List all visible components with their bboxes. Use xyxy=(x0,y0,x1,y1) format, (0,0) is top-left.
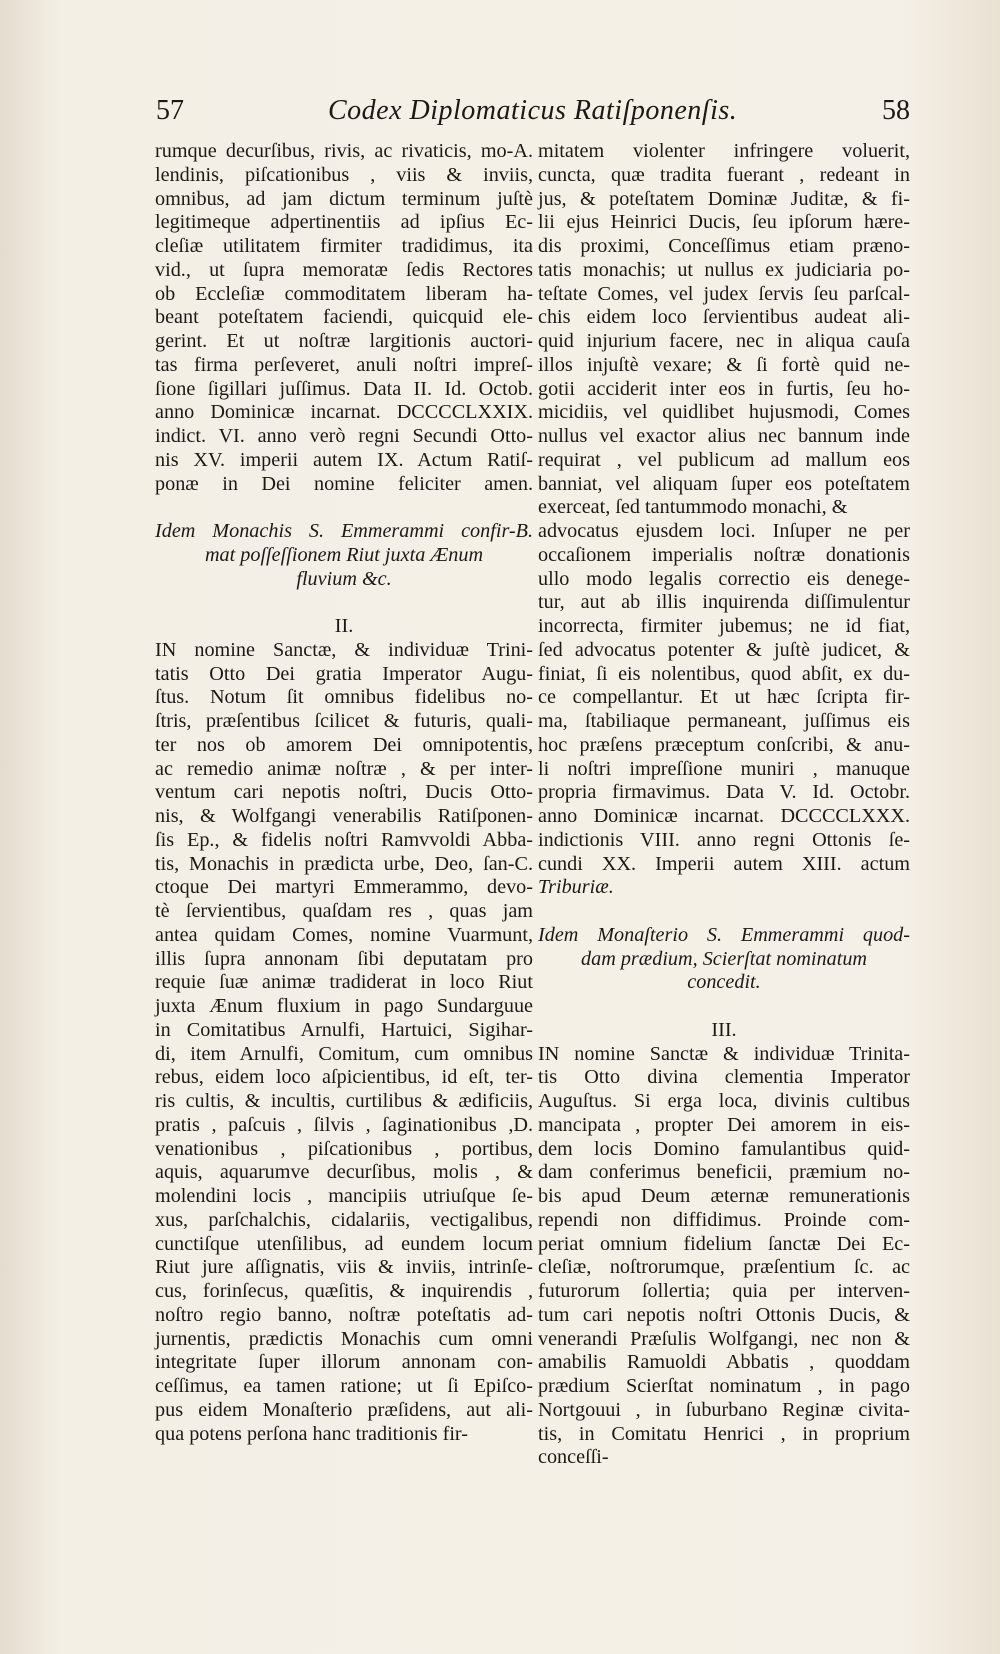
right-line: prædium Scierſtat nominatum , in pago xyxy=(538,1375,910,1397)
left-line: xus, parſchalchis, cidalariis, vectigalibus, xyxy=(155,1208,533,1231)
right-line: lii ejus Heinrici Ducis, ſeu ipſorum hære- xyxy=(538,211,910,234)
right-line: mancipata , propter Dei amorem in eis- xyxy=(538,1113,910,1136)
left-line: ſtris, præſentibus ſcilicet & futuris, quali- xyxy=(155,710,533,732)
page-number-right: 58 xyxy=(882,95,910,126)
left-line: in Comitatibus Arnulfi, Hartuici, Sigihar- xyxy=(155,1018,533,1041)
left-line: mat poſſeſſionem Riut juxta Ænum xyxy=(204,543,484,566)
left-line: noſtro regio banno, noſtræ poteſtatis ad- xyxy=(155,1303,533,1326)
left-line: integritate ſuper illorum annonam con- xyxy=(155,1351,533,1374)
left-line: molendini locis , mancipiis utriuſque ſe- xyxy=(155,1185,533,1207)
left-line xyxy=(155,591,533,615)
right-line: tum cari nepotis noſtri Ottonis Ducis, & xyxy=(538,1303,910,1326)
left-line: ſis Ep., & fidelis noſtri Ramvvoldi Abba- xyxy=(155,828,533,851)
right-line: cleſiæ, noſtrorumque, præſentium ſc. ac xyxy=(538,1256,910,1279)
right-line xyxy=(538,900,910,924)
right-line: ullo modo legalis correctio eis denege- xyxy=(538,567,910,590)
right-line: dam prædium, Scierſtat nominatum xyxy=(581,947,867,970)
left-line: lendinis, piſcationibus , viis & inviis, xyxy=(155,163,533,186)
left-line: omnibus, ad jam dictum terminum juſtè xyxy=(155,187,533,210)
right-line: quid injurium facere, nec in aliqua cauſa xyxy=(538,330,910,352)
right-line: rependi non diffidimus. Proinde com- xyxy=(538,1208,910,1231)
right-line: futurorum ſollertia; quia per interven- xyxy=(538,1280,910,1302)
right-line: jus, & poteſtatem Dominæ Juditæ, & fi- xyxy=(538,187,910,210)
right-line: finiat, ſi eis nolentibus, quod abſit, ex du- xyxy=(538,662,910,685)
right-line: tis, in Comitatu Henrici , in proprium xyxy=(538,1422,910,1445)
right-line: periat omnium fidelium ſanctæ Dei Ec- xyxy=(538,1232,910,1255)
right-line xyxy=(538,995,910,1019)
right-line: concedit. xyxy=(687,971,761,994)
right-line: Triburiæ. xyxy=(538,876,614,899)
left-line: ter nos ob amorem Dei omnipotentis, xyxy=(155,733,533,756)
left-line: Idem Monachis S. Emmerammi confir-B. xyxy=(155,520,533,542)
left-line: requie ſuæ animæ tradiderat in loco Riut xyxy=(155,971,533,994)
right-line: Auguſtus. Si erga loca, divinis cultibus xyxy=(538,1090,910,1112)
right-line: ſed advocatus potenter & juſtè judicet, & xyxy=(538,638,910,661)
right-line: nullus vel exactor alius nec bannum inde xyxy=(538,425,910,447)
left-line: antea quidam Comes, nomine Vuarmunt, xyxy=(155,923,533,946)
right-line: bis apud Deum æternæ remunerationis xyxy=(538,1185,910,1207)
right-line: tur, aut ab illis inquirenda diſſimulentur xyxy=(538,591,910,614)
right-line: IN nomine Sanctæ & individuæ Trinita- xyxy=(538,1042,910,1065)
left-line: anno Dominicæ incarnat. DCCCCLXXIX. xyxy=(155,401,533,424)
left-line: IN nomine Sanctæ, & individuæ Trini- xyxy=(155,638,533,661)
right-line: cundi XX. Imperii autem XIII. actum xyxy=(538,852,910,875)
right-line: ma, ſtabiliaque permaneant, juſſimus eis xyxy=(538,710,910,732)
right-line: advocatus ejusdem loci. Inſuper ne per xyxy=(538,520,910,542)
left-line: beant poteſtatem faciendi, quicquid ele- xyxy=(155,306,533,329)
right-column xyxy=(538,140,910,1470)
left-line: illis ſupra annonam ſibi deputatam pro xyxy=(155,947,533,970)
right-line: dis proximi, Conceſſimus etiam præno- xyxy=(538,235,910,257)
left-line: ctoque Dei martyri Emmerammo, devo- xyxy=(155,876,533,899)
running-title: Codex Diplomaticus Ratiſponenſis. xyxy=(328,95,738,126)
left-line: ſione ſigillari juſſimus. Data II. Id. Octob. xyxy=(155,377,533,400)
right-line: mitatem violenter infringere voluerit, xyxy=(538,140,910,162)
left-line: ris cultis, & incultis, curtilibus & ædificiis, xyxy=(155,1090,533,1112)
right-line: banniat, vel aliquam ſuper eos poteſtatem xyxy=(538,472,910,495)
left-line: juxta Ænum fluxium in pago Sundarguue xyxy=(155,995,533,1017)
left-line: ponæ in Dei nomine feliciter amen. xyxy=(155,472,533,495)
left-line: tas firma perſeveret, anuli noſtri impreſ- xyxy=(155,353,533,376)
right-line: dem locis Domino famulantibus quid- xyxy=(538,1137,910,1160)
page-number-left: 57 xyxy=(156,95,184,126)
right-line: ce compellantur. Et ut hæc ſcripta fir- xyxy=(538,686,910,709)
left-line xyxy=(155,496,533,520)
right-line: Idem Monaſterio S. Emmerammi quod- xyxy=(538,923,910,946)
left-line: tatis Otto Dei gratia Imperator Augu- xyxy=(155,662,533,685)
right-line: III. xyxy=(711,1018,737,1041)
right-line: gotii acciderit inter eos in furtis, ſeu ho- xyxy=(538,377,910,400)
right-line: amabilis Ramuoldi Abbatis , quoddam xyxy=(538,1351,910,1374)
left-line: nis, & Wolfgangi venerabilis Ratiſponen- xyxy=(155,805,533,827)
left-line: ac remedio animæ noſtræ , & per inter- xyxy=(155,757,533,780)
right-line: Nortgouui , in ſuburbano Reginæ civita- xyxy=(538,1398,910,1421)
left-line: jurnentis, prædictis Monachis cum omni xyxy=(155,1327,533,1350)
right-line: tis Otto divina clementia Imperator xyxy=(538,1066,910,1089)
left-line: vid., ut ſupra memoratæ ſedis Rectores xyxy=(155,258,533,281)
left-line: nis XV. imperii autem IX. Actum Ratiſ- xyxy=(155,448,533,471)
right-line: propria firmavimus. Data V. Id. Octobr. xyxy=(538,781,910,804)
left-line: cunctiſque utenſilibus, ad eundem locum xyxy=(155,1232,533,1255)
left-line: qua potens perſona hanc traditionis fir- xyxy=(155,1422,468,1445)
left-line: tis, Monachis in prædicta urbe, Deo, ſan-C. xyxy=(155,852,533,875)
right-line: venerandi Præſulis Wolfgangi, nec non & xyxy=(538,1327,910,1350)
right-line: hoc præſens præceptum conſcribi, & anu- xyxy=(538,733,910,756)
left-line: ob Eccleſiæ commoditatem liberam ha- xyxy=(155,282,533,305)
left-line: pratis , paſcuis , ſilvis , ſaginationibus ,D. xyxy=(155,1113,533,1136)
right-line: occaſionem imperialis noſtræ donationis xyxy=(538,543,910,566)
left-line: pus eidem Monaſterio præſidens, aut ali- xyxy=(155,1398,533,1421)
left-line: cus, forinſecus, quæſitis, & inquirendis , xyxy=(155,1280,533,1302)
left-line: aquis, aquarumve decurſibus, molis , & xyxy=(155,1161,533,1184)
right-line: anno Dominicæ incarnat. DCCCCLXXX. xyxy=(538,805,910,827)
right-line: cuncta, quæ tradita fuerant , redeant in xyxy=(538,163,910,186)
left-line: venationibus , piſcationibus , portibus, xyxy=(155,1137,533,1160)
left-line: Riut jure aſſignatis, viis & inviis, intrinſe- xyxy=(155,1256,533,1279)
right-line: incorrecta, firmiter jubemus; ne id fiat, xyxy=(538,615,910,637)
left-line: rumque decurſibus, rivis, ac rivaticis, mo-A. xyxy=(155,140,533,162)
left-line: ceſſimus, ea tamen ratione; ut ſi Epiſco- xyxy=(155,1375,533,1397)
left-line: ſtus. Notum ſit omnibus fidelibus no- xyxy=(155,686,533,709)
right-line: li noſtri impreſſione muniri , manuque xyxy=(538,757,910,780)
right-line: conceſſi- xyxy=(538,1446,609,1469)
right-line: exerceat, ſed tantummodo monachi, & xyxy=(538,496,848,519)
right-line: indictionis VIII. anno regni Ottonis ſe- xyxy=(538,828,910,851)
left-line: legitimeque adpertinentiis ad ipſius Ec- xyxy=(155,211,533,234)
right-line: chis eidem loco ſervientibus audeat ali- xyxy=(538,306,910,329)
left-line: di, item Arnulfi, Comitum, cum omnibus xyxy=(155,1042,533,1065)
left-line: gerint. Et ut noſtræ largitionis auctori- xyxy=(155,330,533,352)
left-line: II. xyxy=(334,615,354,637)
running-header xyxy=(148,95,910,135)
left-line: indict. VI. anno verò regni Secundi Otto- xyxy=(155,425,533,447)
left-line: fluvium &c. xyxy=(296,567,392,590)
right-line: requirat , vel publicum ad mallum eos xyxy=(538,448,910,471)
right-line: micidiis, vel quidlibet hujusmodi, Comes xyxy=(538,401,910,424)
left-line: rebus, eidem loco aſpicientibus, id eſt, ter- xyxy=(155,1066,533,1089)
right-line: tatis monachis; ut nullus ex judiciaria po- xyxy=(538,258,910,281)
left-line: tè ſervientibus, quaſdam res , quas jam xyxy=(155,900,533,922)
left-column xyxy=(155,140,533,1446)
right-line: illos injuſtè vexare; & ſi fortè quid ne- xyxy=(538,353,910,376)
left-line: ventum cari nepotis noſtri, Ducis Otto- xyxy=(155,781,533,804)
right-line: dam conferimus beneficii, præmium no- xyxy=(538,1161,910,1184)
left-line: cleſiæ utilitatem firmiter tradidimus, ita xyxy=(155,235,533,257)
right-line: teſtate Comes, vel judex ſervis ſeu parſcal- xyxy=(538,282,910,305)
